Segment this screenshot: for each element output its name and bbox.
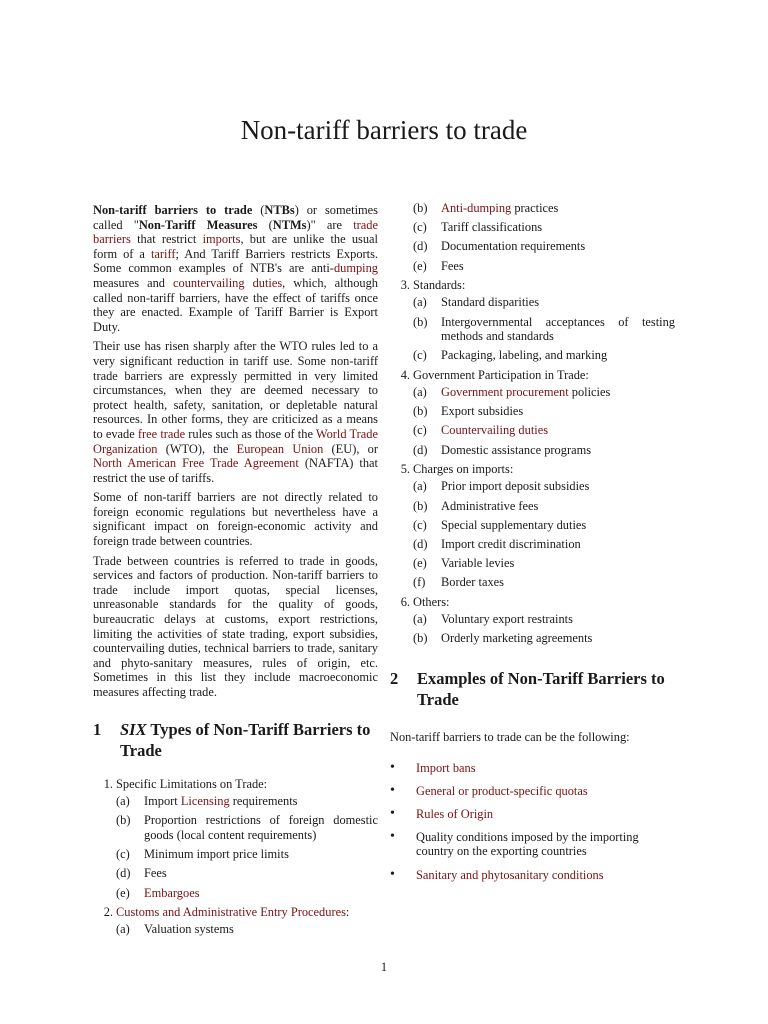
sub-item bbox=[413, 556, 675, 571]
sub-label: (f) bbox=[413, 575, 426, 590]
text: Export subsidies bbox=[441, 404, 524, 419]
text: policies bbox=[568, 385, 611, 400]
text: , but are unlike the usual form of a bbox=[93, 232, 379, 261]
section-title: Examples of Non-Tariff Barriers to Trade bbox=[417, 668, 665, 709]
link-countervailing-duties[interactable]: countervailing duties bbox=[173, 275, 283, 290]
sub-item bbox=[413, 631, 675, 646]
sub-item bbox=[116, 886, 378, 901]
link-embargoes[interactable]: Embargoes bbox=[144, 885, 200, 900]
item-text: Others: bbox=[413, 594, 450, 609]
sub-label: (a) bbox=[413, 295, 427, 310]
text: Import bbox=[144, 794, 181, 809]
item-label: 1. bbox=[103, 776, 113, 791]
sub-item bbox=[413, 315, 675, 344]
sub-label: (e) bbox=[413, 556, 427, 571]
sub-label: (a) bbox=[116, 922, 130, 937]
text: ( bbox=[252, 203, 265, 217]
text: Prior import deposit subsidies bbox=[441, 479, 590, 494]
term-ntm: Non-Tariff Measures bbox=[138, 217, 258, 232]
section-title bbox=[120, 719, 378, 761]
sub-item bbox=[413, 612, 675, 627]
link-dumping[interactable]: dumping bbox=[333, 261, 378, 276]
text: measures and bbox=[93, 275, 173, 290]
page-title: Non-tariff barriers to trade bbox=[240, 115, 528, 145]
sub-label: (b) bbox=[413, 201, 428, 215]
sub-list bbox=[413, 295, 675, 363]
sub-item bbox=[413, 479, 675, 494]
text: Quality conditions imposed by the importing country on the exporting countries bbox=[416, 829, 639, 859]
sub-label: (c) bbox=[413, 423, 427, 438]
list-item bbox=[93, 777, 378, 901]
text: Standard disparities bbox=[441, 295, 540, 310]
section-number: 2 bbox=[390, 668, 399, 688]
text: (WTO), the bbox=[157, 441, 237, 456]
list-item bbox=[390, 807, 675, 822]
text: (NAFTA) that restrict the use of tariffs. bbox=[93, 456, 378, 485]
list-item-continued bbox=[390, 201, 675, 273]
sub-item bbox=[413, 259, 675, 274]
intro-paragraph-1 bbox=[93, 203, 378, 334]
intro-paragraph-2 bbox=[93, 339, 378, 485]
link-trade-barriers[interactable]: trade barriers bbox=[93, 217, 378, 247]
text: that restrict bbox=[130, 232, 203, 247]
item-text: Charges on imports: bbox=[413, 461, 514, 476]
item-text: Specific Limitations on Trade: bbox=[116, 776, 268, 791]
sub-list bbox=[413, 479, 675, 590]
sub-item bbox=[413, 537, 675, 552]
sub-label: (c) bbox=[413, 517, 427, 532]
item-label: 3. bbox=[400, 277, 410, 292]
sub-label: (b) bbox=[116, 813, 131, 828]
text: requirements bbox=[229, 794, 298, 809]
link-anti-dumping[interactable]: Anti-dumping bbox=[441, 201, 512, 215]
text: Proportion restrictions of foreign domestic goods (local content requirements) bbox=[144, 813, 378, 842]
page-number: 1 bbox=[380, 960, 388, 974]
sub-label: (b) bbox=[413, 631, 428, 646]
intro-paragraph-4: Trade between countries is referred to trade in goods, services and factors of production. Non-tariff barriers to trade include import quotas, special licenses, unreasonable standards for the quality of goods, bureaucratic delays at customs, export restrictions, limiting the activities of state trading, export subsidies, countervailing duties, technical barriers to trade, sanitary and phyto-sanitary measures, rules of origin, etc. Sometimes in this list they include macroeconomic measures affecting trade. bbox=[93, 553, 378, 699]
text: Their use has risen sharply after the WTO rules led to a very significant reduction in tariff use. Some non-tariff trade barriers are expressly permitted in very limited circumstances, when they are deemed necessary to protect health, safety, sanitation, or depletable natural resources. In other forms, they are criticized as a means to evade bbox=[93, 339, 378, 441]
sub-label: (c) bbox=[413, 220, 427, 235]
term-ntb: Non-tariff barriers to trade bbox=[93, 203, 253, 217]
text: Variable levies bbox=[441, 556, 515, 571]
barrier-types-list-continued bbox=[390, 201, 675, 646]
section-2-heading bbox=[390, 668, 675, 710]
list-item bbox=[93, 905, 378, 937]
sub-list bbox=[413, 612, 675, 646]
sub-list bbox=[116, 794, 378, 900]
list-item bbox=[390, 761, 675, 776]
section-1-heading bbox=[93, 719, 378, 761]
sub-list bbox=[413, 385, 675, 457]
sub-label: (a) bbox=[413, 385, 427, 400]
text: Valuation systems bbox=[144, 922, 234, 937]
item-label: 5. bbox=[400, 461, 410, 476]
text: , which, although called non-tariff barriers, have the effect of tariffs once they are enacted. Example of Tariff Barrier is Export Duty. bbox=[93, 275, 379, 334]
list-item bbox=[390, 830, 675, 859]
text: Documentation requirements bbox=[441, 239, 586, 254]
abbr-ntbs: NTBs bbox=[264, 203, 295, 217]
sub-item bbox=[413, 201, 675, 216]
link-nafta[interactable]: North American Free Trade Agreement bbox=[93, 456, 299, 471]
link-customs-procedures[interactable]: Customs and Administrative Entry Procedures bbox=[116, 904, 346, 919]
section-title-emphasis: SIX bbox=[120, 719, 147, 739]
text: (EU), or bbox=[323, 441, 378, 456]
sub-item bbox=[413, 239, 675, 254]
item-text: Standards: bbox=[413, 277, 466, 292]
list-item bbox=[390, 278, 675, 363]
text: rules such as those of the bbox=[185, 426, 316, 441]
text: Administrative fees bbox=[441, 498, 539, 513]
link-european-union[interactable]: European Union bbox=[236, 441, 324, 456]
sub-item bbox=[116, 794, 378, 809]
sub-label: (e) bbox=[116, 885, 130, 900]
text: Fees bbox=[144, 866, 167, 881]
link-imports[interactable]: imports bbox=[202, 232, 241, 247]
sub-item bbox=[413, 348, 675, 363]
sub-list bbox=[413, 201, 675, 273]
sub-item bbox=[116, 866, 378, 881]
list-item bbox=[390, 784, 675, 799]
link-licensing[interactable]: Licensing bbox=[180, 794, 230, 809]
sub-label: (d) bbox=[116, 866, 131, 881]
item-label: 2. bbox=[103, 904, 113, 919]
text: )" are bbox=[306, 217, 354, 232]
list-item bbox=[390, 368, 675, 458]
sub-item bbox=[116, 813, 378, 842]
section-2-intro: Non-tariff barriers to trade can be the following: bbox=[390, 729, 630, 744]
text: Import credit discrimination bbox=[441, 537, 581, 551]
list-item bbox=[390, 462, 675, 590]
text: ) or sometimes called " bbox=[93, 203, 378, 232]
sub-item bbox=[116, 922, 378, 937]
link-tariff[interactable]: tariff bbox=[150, 246, 176, 261]
text: Orderly marketing agreements bbox=[441, 631, 593, 646]
link-wto[interactable]: World Trade Organization bbox=[93, 426, 378, 456]
examples-list bbox=[390, 761, 675, 883]
sub-item bbox=[413, 443, 675, 458]
list-item bbox=[390, 595, 675, 646]
link-import-bans[interactable]: Import bans bbox=[416, 760, 476, 775]
sub-label: (b) bbox=[413, 404, 428, 419]
sub-label: (c) bbox=[116, 847, 130, 862]
text: ; And Tariff Barriers restricts Exports. Some common examples of NTB's are anti- bbox=[93, 246, 379, 276]
sub-label: (b) bbox=[413, 498, 428, 513]
link-free-trade[interactable]: free trade bbox=[137, 426, 186, 441]
link-rules-of-origin[interactable]: Rules of Origin bbox=[416, 806, 494, 821]
left-column bbox=[93, 201, 378, 942]
text: Packaging, labeling, and marking bbox=[441, 348, 608, 363]
item-label: 6. bbox=[400, 594, 410, 609]
sub-item bbox=[413, 385, 675, 400]
sub-label: (a) bbox=[116, 794, 130, 809]
text: Special supplementary duties bbox=[441, 517, 587, 532]
barrier-types-list bbox=[93, 777, 378, 937]
sub-label: (e) bbox=[413, 258, 427, 273]
link-sanitary-conditions[interactable]: Sanitary and phytosanitary conditions bbox=[416, 867, 604, 882]
item-text: Government Participation in Trade: bbox=[413, 367, 589, 382]
text: Domestic assistance programs bbox=[441, 442, 592, 457]
sub-item bbox=[413, 575, 675, 590]
text: Voluntary export restraints bbox=[441, 612, 573, 627]
sub-item bbox=[413, 295, 675, 310]
sub-item bbox=[413, 499, 675, 514]
sub-item bbox=[413, 423, 675, 438]
text: ( bbox=[257, 217, 273, 232]
sub-label: (c) bbox=[413, 348, 427, 363]
sub-list bbox=[116, 922, 378, 937]
section-number: 1 bbox=[93, 719, 102, 739]
sub-item bbox=[413, 404, 675, 419]
link-government-procurement[interactable]: Government procurement bbox=[441, 385, 569, 400]
section-title-rest: Types of Non-Tariff Barriers to Trade bbox=[120, 719, 371, 760]
sub-label: (b) bbox=[413, 314, 428, 329]
intro-paragraph-3: Some of non-tariff barriers are not directly related to foreign economic regulations but nevertheless have a significant impact on foreign-economic activity and foreign trade between countries. bbox=[93, 490, 378, 549]
sub-label: (d) bbox=[413, 537, 428, 551]
sub-label: (a) bbox=[413, 612, 427, 627]
item-label: 4. bbox=[400, 367, 410, 382]
text: practices bbox=[511, 201, 559, 215]
sub-item bbox=[413, 518, 675, 533]
text: Intergovernmental acceptances of testing methods and standards bbox=[441, 314, 675, 344]
list-item bbox=[390, 868, 675, 883]
right-column bbox=[390, 201, 675, 891]
link-countervailing-duties-2[interactable]: Countervailing duties bbox=[441, 423, 549, 438]
sub-label: (a) bbox=[413, 479, 427, 494]
abbr-ntms: NTMs bbox=[272, 217, 307, 232]
link-quotas[interactable]: General or product-specific quotas bbox=[416, 783, 588, 798]
sub-item bbox=[413, 220, 675, 235]
sub-label: (d) bbox=[413, 239, 428, 254]
text: Fees bbox=[441, 258, 464, 273]
sub-item bbox=[116, 847, 378, 862]
text: Minimum import price limits bbox=[144, 847, 289, 862]
sub-label: (d) bbox=[413, 442, 428, 457]
text: : bbox=[345, 904, 350, 919]
text: Tariff classifications bbox=[441, 220, 543, 235]
text: Border taxes bbox=[441, 575, 504, 590]
